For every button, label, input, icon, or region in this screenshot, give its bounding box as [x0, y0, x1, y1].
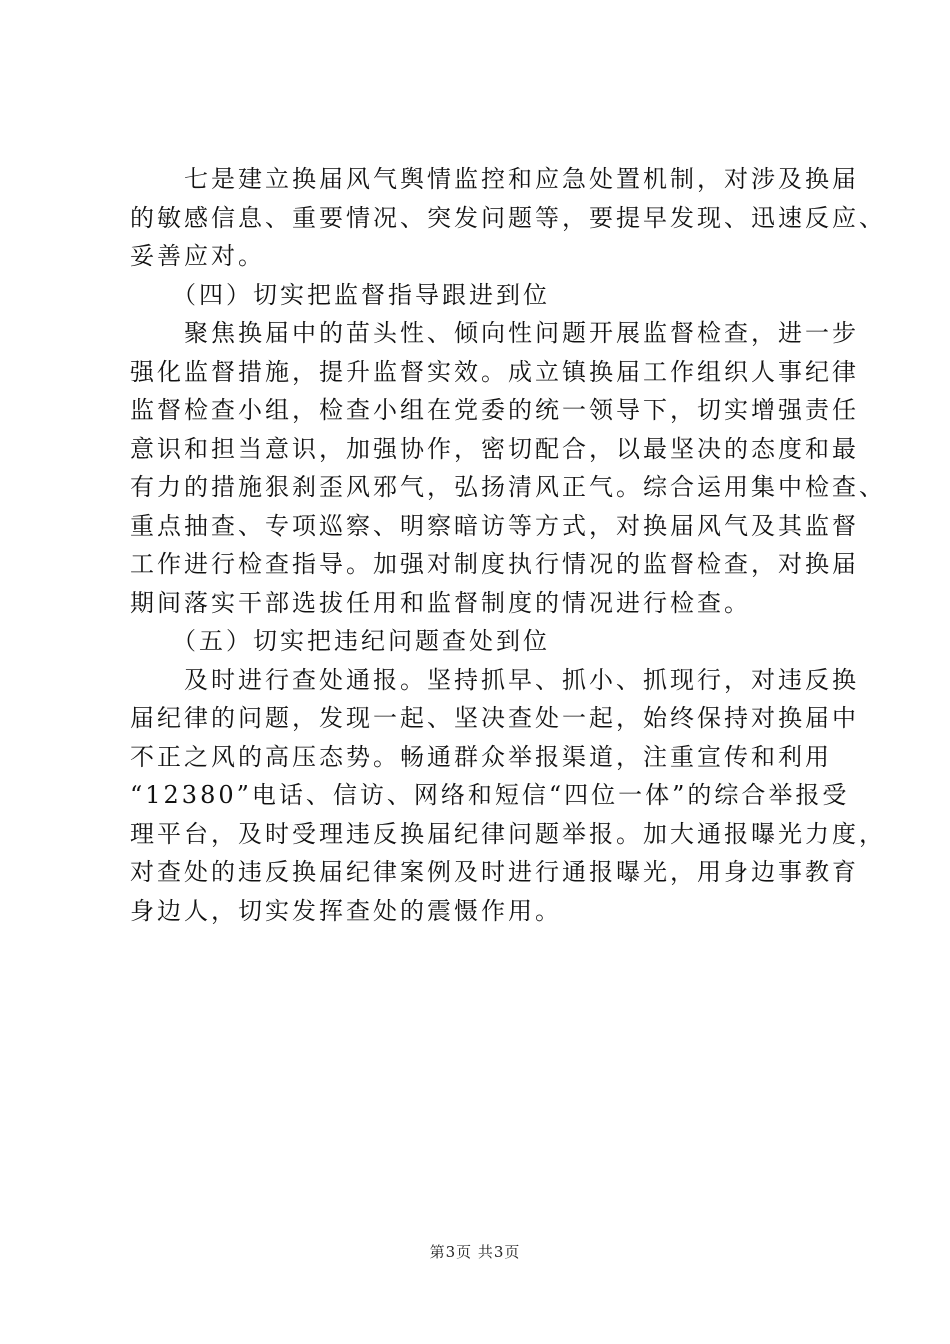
text-line: 监督检查小组，检查小组在党委的统一领导下，切实增强责任 — [130, 396, 859, 424]
section-heading-4: （四）切实把监督指导跟进到位 — [130, 280, 550, 309]
section-heading-5: （五）切实把违纪问题查处到位 — [130, 627, 550, 655]
text-line: 期间落实干部选拔任用和监督制度的情况进行检查。 — [130, 588, 751, 617]
text-line: 有力的措施狠刹歪风邪气，弘扬清风正气。综合运用集中检查、 — [130, 473, 886, 501]
text-line: 妥善应对。 — [130, 242, 265, 270]
text-line: 对查处的违反换届纪律案例及时进行通报曝光，用身边事教育 — [130, 858, 859, 886]
text-line: 理平台，及时受理违反换届纪律问题举报。加大通报曝光力度， — [130, 819, 886, 848]
text-line: 重点抽查、专项巡察、明察暗访等方式，对换届风气及其监督 — [130, 511, 859, 540]
text-line: 七是建立换届风气舆情监控和应急处置机制，对涉及换届 — [130, 165, 859, 193]
text-line: “12380”电话、信访、网络和短信“四位一体”的综合举报受 — [130, 781, 850, 809]
text-line: 不正之风的高压态势。畅通群众举报渠道，注重宣传和利用 — [130, 742, 832, 771]
text-line: 意识和担当意识，加强协作，密切配合，以最坚决的态度和最 — [130, 434, 859, 463]
text-line: 的敏感信息、重要情况、突发问题等，要提早发现、迅速反应、 — [130, 203, 886, 232]
document-body — [130, 160, 886, 930]
text-line: 届纪律的问题，发现一起、坚决查处一起，始终保持对换届中 — [130, 704, 859, 732]
text-line: 及时进行查处通报。坚持抓早、抓小、抓现行，对违反换 — [130, 665, 859, 694]
text-line: 身边人，切实发挥查处的震慑作用。 — [130, 896, 562, 925]
page-number: 第3页 共3页 — [429, 1243, 521, 1261]
text-line: 聚焦换届中的苗头性、倾向性问题开展监督检查，进一步 — [130, 319, 859, 347]
text-line: 工作进行检查指导。加强对制度执行情况的监督检查，对换届 — [130, 550, 859, 578]
text-line: 强化监督措施，提升监督实效。成立镇换届工作组织人事纪律 — [130, 357, 859, 386]
